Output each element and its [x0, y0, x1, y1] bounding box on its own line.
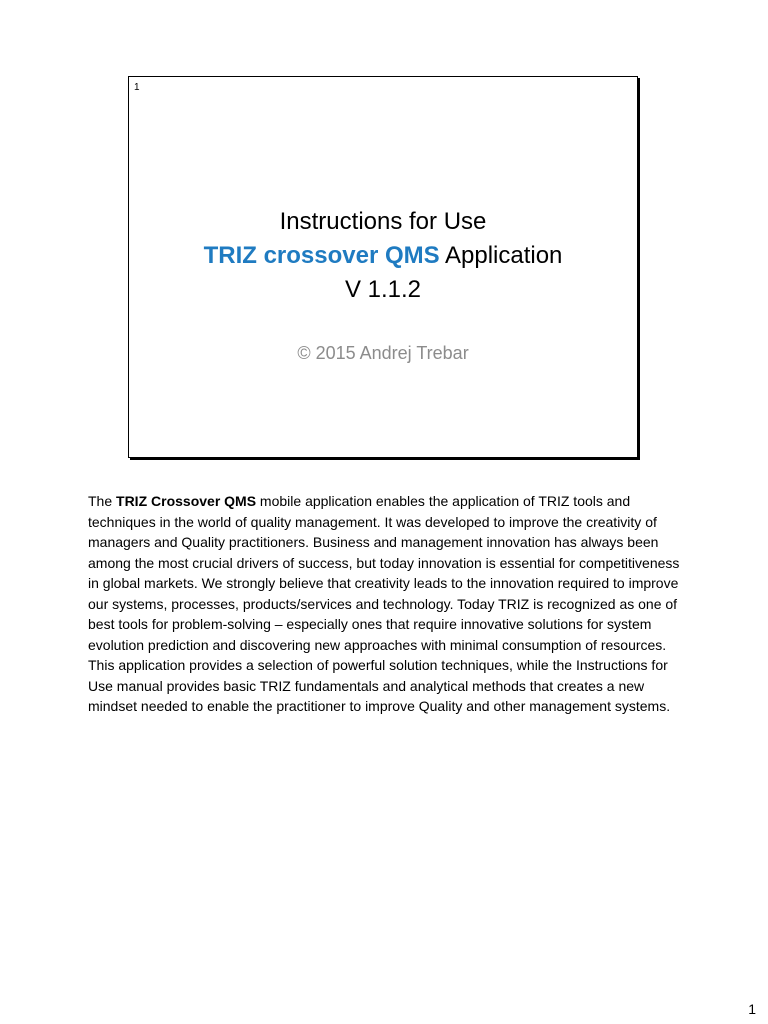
- copyright-text: © 2015 Andrej Trebar: [297, 343, 469, 363]
- title-line-2: [129, 239, 637, 273]
- slide-number: 1: [134, 82, 140, 93]
- title-line-1: Instructions for Use: [279, 208, 487, 235]
- slide-thumbnail: [128, 76, 638, 458]
- notes-lead: The: [88, 493, 117, 509]
- notes-app-name: TRIZ Crossover QMS: [116, 493, 257, 509]
- notes-paragraph: [88, 491, 684, 717]
- title-line-2-rest: Application: [439, 242, 563, 269]
- version-label: V 1.1.2: [344, 276, 422, 303]
- page-number: 1: [748, 1001, 756, 1017]
- notes-body: mobile application enables the application of TRIZ tools and techniques in the world of quality management. It was developed to improve the creativity of managers and Quality practitioners. Business and management innovation has always been among the most crucial drivers of success, but today innovation is essential for competitiveness in global markets. We strongly believe that creativity leads to the innovation required to improve our systems, processes, products/services and technology. Today TRIZ is recognized as one of best tools for problem-solving – especially ones that require innovative solutions for system evolution prediction and discovering new approaches with minimal consumption of resources. This application provides a selection of powerful solution techniques, while the Instructions for Use manual provides basic TRIZ fundamentals and analytical methods that creates a new mindset needed to enable the practitioner to improve Quality and other management systems.: [88, 493, 680, 714]
- app-name-highlight: TRIZ crossover QMS: [203, 242, 440, 269]
- slide-title: [129, 205, 637, 307]
